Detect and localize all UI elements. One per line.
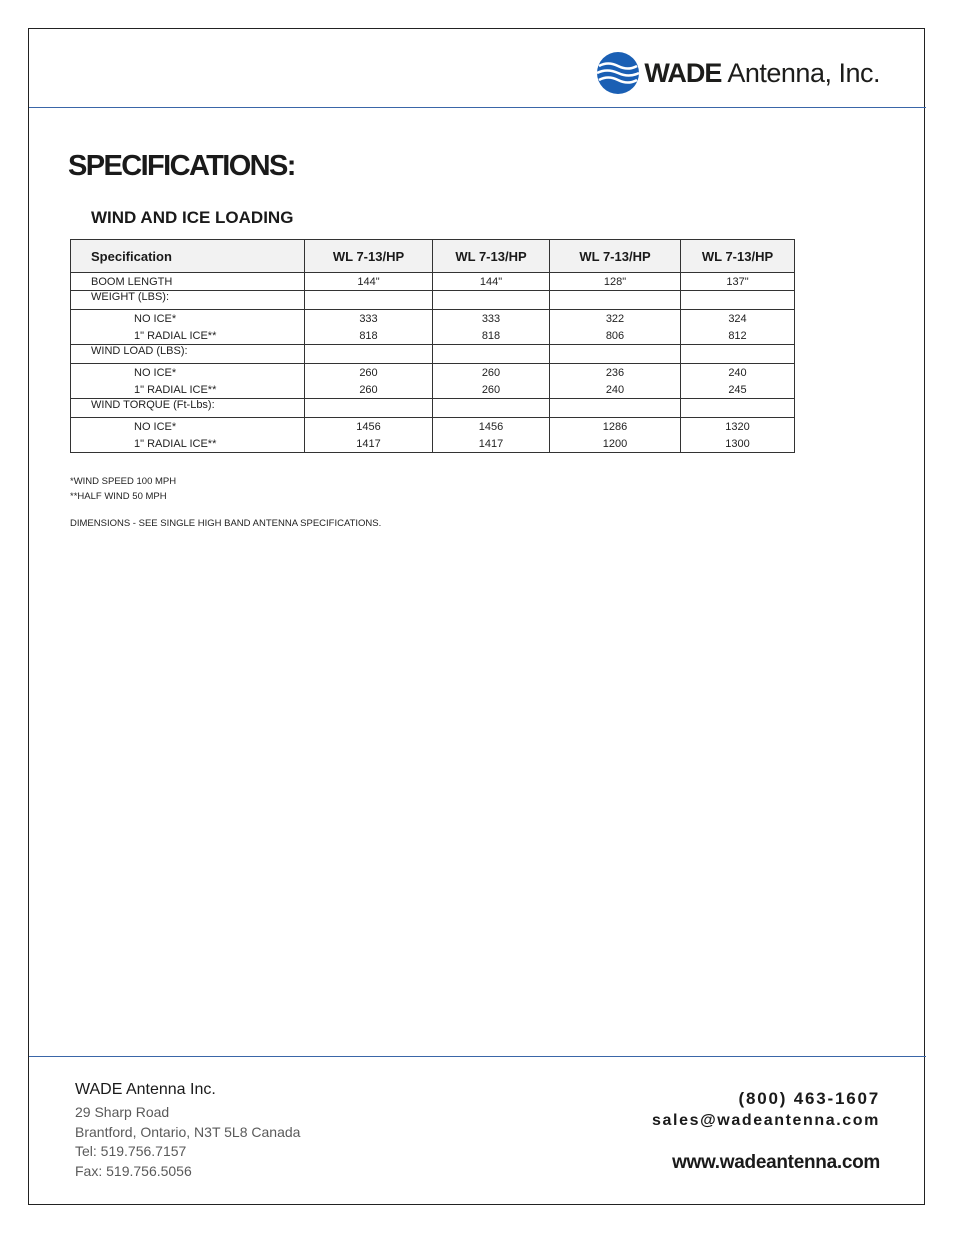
table-cell: 818	[433, 327, 550, 345]
page-frame	[28, 28, 925, 1205]
footer-address-block	[75, 1081, 300, 1181]
table-cell: 260	[305, 381, 433, 399]
table-cell: 1456	[433, 418, 550, 436]
logo-wordmark-rest: Antenna, Inc.	[727, 57, 880, 88]
footer-email-link[interactable]: sales@wadeantenna.com	[652, 1112, 880, 1129]
table-cell: 1417	[433, 435, 550, 453]
column-header: Specification	[71, 240, 305, 273]
table-cell: 1417	[305, 435, 433, 453]
table-row	[71, 435, 795, 453]
column-header: WL 7-13/HP	[305, 240, 433, 273]
footer-fax-line: Fax: 519.756.5056	[75, 1162, 192, 1179]
company-logo	[596, 50, 880, 96]
table-cell: 1286	[550, 418, 681, 436]
table-row	[71, 418, 795, 436]
column-header: WL 7-13/HP	[433, 240, 550, 273]
row-label: BOOM LENGTH	[71, 273, 305, 291]
table-cell: 333	[305, 310, 433, 328]
table-cell: 260	[433, 364, 550, 382]
table-category-row	[71, 345, 795, 364]
logo-wordmark-bold: WADE	[644, 57, 722, 88]
footer-rule	[29, 1056, 926, 1057]
table-row	[71, 310, 795, 328]
footer-website-link[interactable]: www.wadeantenna.com	[672, 1152, 880, 1173]
row-label: 1" RADIAL ICE**	[71, 381, 305, 399]
footer-address-line: Brantford, Ontario, N3T 5L8 Canada	[75, 1123, 301, 1140]
table-cell: 144"	[305, 273, 433, 291]
category-label: WEIGHT (LBS):	[71, 291, 305, 310]
footer-address-line: 29 Sharp Road	[75, 1104, 170, 1120]
category-label: WIND TORQUE (Ft-Lbs):	[71, 399, 305, 418]
row-label: 1" RADIAL ICE**	[71, 435, 305, 453]
table-category-row	[71, 399, 795, 418]
table-category-row	[71, 291, 795, 310]
section-title: WIND AND ICE LOADING	[91, 208, 294, 227]
row-label: NO ICE*	[71, 418, 305, 436]
row-label: NO ICE*	[71, 364, 305, 382]
table-cell: 1456	[305, 418, 433, 436]
table-cell: 240	[550, 381, 681, 399]
table-row	[71, 364, 795, 382]
table-header-row	[71, 240, 795, 273]
table-cell: 812	[681, 327, 795, 345]
table-cell: 240	[681, 364, 795, 382]
table-cell: 1300	[681, 435, 795, 453]
column-header: WL 7-13/HP	[550, 240, 681, 273]
table-row	[71, 381, 795, 399]
table-cell: 137"	[681, 273, 795, 291]
footnotes	[70, 474, 176, 504]
footnote: **HALF WIND 50 MPH	[70, 491, 167, 502]
table-cell: 245	[681, 381, 795, 399]
wave-globe-icon	[596, 51, 640, 95]
table-cell: 128"	[550, 273, 681, 291]
footer-contact-block	[652, 1088, 880, 1174]
wind-ice-loading-table	[70, 239, 795, 453]
footer-company-name: WADE Antenna Inc.	[75, 1081, 216, 1098]
footer-phone-line: Tel: 519.756.7157	[75, 1143, 187, 1159]
table-row	[71, 327, 795, 345]
column-header: WL 7-13/HP	[681, 240, 795, 273]
footer-phone: (800) 463-1607	[738, 1089, 880, 1108]
footnote: *WIND SPEED 100 MPH	[70, 476, 177, 487]
dimensions-note: DIMENSIONS - SEE SINGLE HIGH BAND ANTENNA SPECIFICATIONS.	[70, 518, 382, 529]
table-cell: 806	[550, 327, 681, 345]
table-cell: 144"	[433, 273, 550, 291]
table-cell: 322	[550, 310, 681, 328]
page-title: SPECIFICATIONS:	[68, 150, 295, 182]
category-label: WIND LOAD (LBS):	[71, 345, 305, 364]
table-cell: 260	[433, 381, 550, 399]
table-cell: 236	[550, 364, 681, 382]
table-row	[71, 273, 795, 291]
table-cell: 324	[681, 310, 795, 328]
table-cell: 1320	[681, 418, 795, 436]
table-cell: 333	[433, 310, 550, 328]
table-cell: 818	[305, 327, 433, 345]
header-rule	[29, 107, 926, 108]
row-label: 1" RADIAL ICE**	[71, 327, 305, 345]
table-cell: 260	[305, 364, 433, 382]
row-label: NO ICE*	[71, 310, 305, 328]
table-cell: 1200	[550, 435, 681, 453]
